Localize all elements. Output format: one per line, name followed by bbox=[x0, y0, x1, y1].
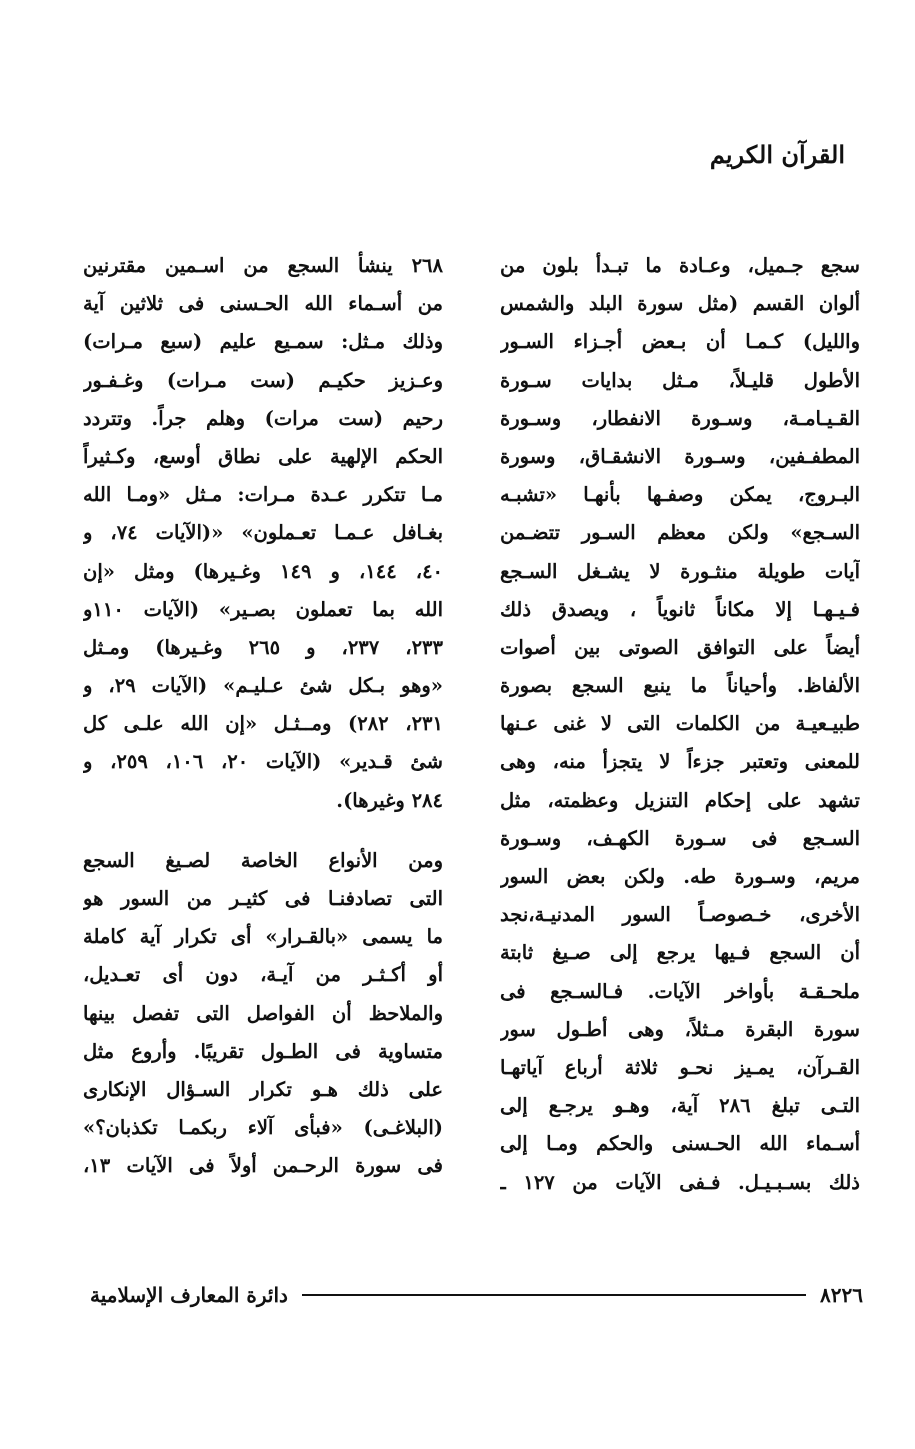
text-line: ألوان القسم (مثل سورة البلد والشمس bbox=[500, 292, 860, 316]
text-line: التـى تبلغ ٢٨٦ آية، وهـو يرجـع إلى bbox=[500, 1094, 860, 1118]
text-line: على ذلك هـو تكرار السـؤال الإنكارى bbox=[83, 1077, 443, 1101]
text-line: المطفـفين، وسـورة الانشقـاق، وسورة bbox=[500, 444, 860, 468]
text-line: التى تصادفنـا فى كثيـر من السور هو bbox=[83, 887, 443, 910]
text-line: ٢٣٣، ٢٣٧، و ٢٦٥ وغـيرها) ومـثل bbox=[83, 635, 443, 659]
text-line: بغـافل عـمـا تعـملون» «(الآيات ٧٤، و bbox=[83, 521, 443, 545]
text-line: والملاحظ أن الفواصل التى تفصل بينها bbox=[83, 1001, 443, 1025]
left-column bbox=[83, 247, 443, 1186]
text-line: أو أكـثـر من آيـة، دون أى تعـديل، bbox=[83, 963, 443, 987]
text-line: فى سورة الرحـمن أولاً فى الآيات ١٣، bbox=[83, 1154, 443, 1178]
text-line: ومن الأنواع الخاصة لصـيغ السجع bbox=[83, 848, 443, 872]
right-column bbox=[500, 247, 860, 1202]
text-line: السـجع» ولكن معظم السـور تتضـمن bbox=[500, 521, 860, 545]
text-line: أسـماء الله الحـسنى والحكم ومـا إلى bbox=[500, 1132, 860, 1156]
text-line: من أسـماء الله الحـسنى فى ثلاثين آية bbox=[83, 292, 443, 316]
text-line: البـروج، يمكن وصفـها بأنهـا «تشبـه bbox=[500, 483, 860, 507]
text-line: الله بما تعملون بصـير» (الآيات ١١٠و bbox=[83, 597, 443, 621]
text-line: ذلك بسـبـيـل. فـفى الآيات من ١٢٧ ـ bbox=[500, 1170, 860, 1194]
footer-rule bbox=[302, 1294, 806, 1296]
text-line: الحكم الإلهية على نطاق أوسع، وكـثيراً bbox=[83, 444, 443, 468]
text-line: تشهد على إحكام التنزيل وعظمته، مثل bbox=[500, 788, 860, 812]
text-line: متساوية فى الطـول تقريبًا. وأروع مثل bbox=[83, 1039, 443, 1063]
text-line: ٢٣١، ٢٨٢) ومــثـل «إن الله علـى كل bbox=[83, 712, 443, 736]
text-line: سجع جـميل، وعـادة ما تبـدأ بلون من bbox=[500, 254, 860, 277]
text-line: وذلك مـثل: سمـيع عليم (سبع مـرات) bbox=[83, 330, 443, 354]
text-line: ٢٦٨ ينشأ السجع من اسـمين مقترنين bbox=[83, 254, 443, 277]
text-line: الأطول قليـلاً، مـثل بدايات سـورة bbox=[500, 368, 860, 392]
text-line: ٤٠، ١٤٤، و ١٤٩ وغـيرها) ومثل «إن bbox=[83, 559, 443, 583]
text-line: «وهو بـكل شئ عـليـم» (الآيات ٢٩، و bbox=[83, 674, 443, 698]
text-line: فـيـهـا إلا مكاناً ثانوياً ، ويصدق ذلك bbox=[500, 597, 860, 621]
text-line: القـيـامـة، وسـورة الانفطار، وسـورة bbox=[500, 406, 860, 430]
text-line: ٢٨٤ وغيرها). bbox=[336, 788, 443, 812]
text-line: رحيم (ست مرات) وهلم جراً. وتتردد bbox=[83, 406, 443, 430]
paragraph-gap bbox=[83, 820, 443, 842]
running-head-title: القرآن الكريم bbox=[709, 140, 845, 169]
text-line: السـجع فى سـورة الكهـف، وسـورة bbox=[500, 826, 860, 850]
text-line: أيضاً على التوافق الصوتى بين أصوات bbox=[500, 635, 860, 659]
text-line: آيات طويلة منثـورة لا يشـغل السـجع bbox=[500, 559, 860, 583]
text-line: للمعنى وتعتبر جزءاً لا يتجزأ منه، وهى bbox=[500, 750, 860, 774]
text-line: والليل) كـمـا أن بـعض أجـزاء السـور bbox=[500, 330, 860, 354]
text-line: الألفاظ. وأحياناً ما ينبع السجع بصورة bbox=[500, 674, 860, 698]
text-line: أن السجع فـيها يرجع إلى صـيغ ثابتة bbox=[500, 941, 860, 965]
publication-title: دائرة المعارف الإسلامية bbox=[90, 1283, 288, 1307]
text-line: طبيـعيـة من الكلمات التى لا غنى عـنها bbox=[500, 712, 860, 736]
page-footer bbox=[90, 1282, 863, 1308]
text-line: مريم، وسـورة طه. ولكن بعض السور bbox=[500, 865, 860, 888]
text-line: شئ قـدير» (الآيات ٢٠، ١٠٦، ٢٥٩، و bbox=[83, 750, 443, 774]
text-line: سورة البقرة مـثلاً، وهى أطـول سور bbox=[500, 1017, 860, 1041]
text-line: القـرآن، يمـيز نحـو ثلاثة أرباع آياتهـا bbox=[500, 1055, 860, 1079]
text-line: (البلاغـى) «فبأى آلاء ربكمـا تكذبان؟» bbox=[83, 1116, 443, 1140]
text-line: ملحـقـة بأواخر الآيات. فـالسـجع فى bbox=[500, 979, 860, 1003]
page-number: ٨٢٢٦ bbox=[820, 1283, 863, 1307]
text-line: مـا تتكرر عـدة مـرات: مـثل «ومـا الله bbox=[83, 483, 443, 507]
text-line: الأخرى، خـصوصـاً السور المدنيـة،نجد bbox=[500, 903, 860, 927]
text-line: ما يسمى «بالقـرار» أى تكرار آية كاملة bbox=[83, 925, 443, 949]
text-line: وعـزيز حكيـم (ست مـرات) وغـفـور bbox=[83, 368, 443, 392]
